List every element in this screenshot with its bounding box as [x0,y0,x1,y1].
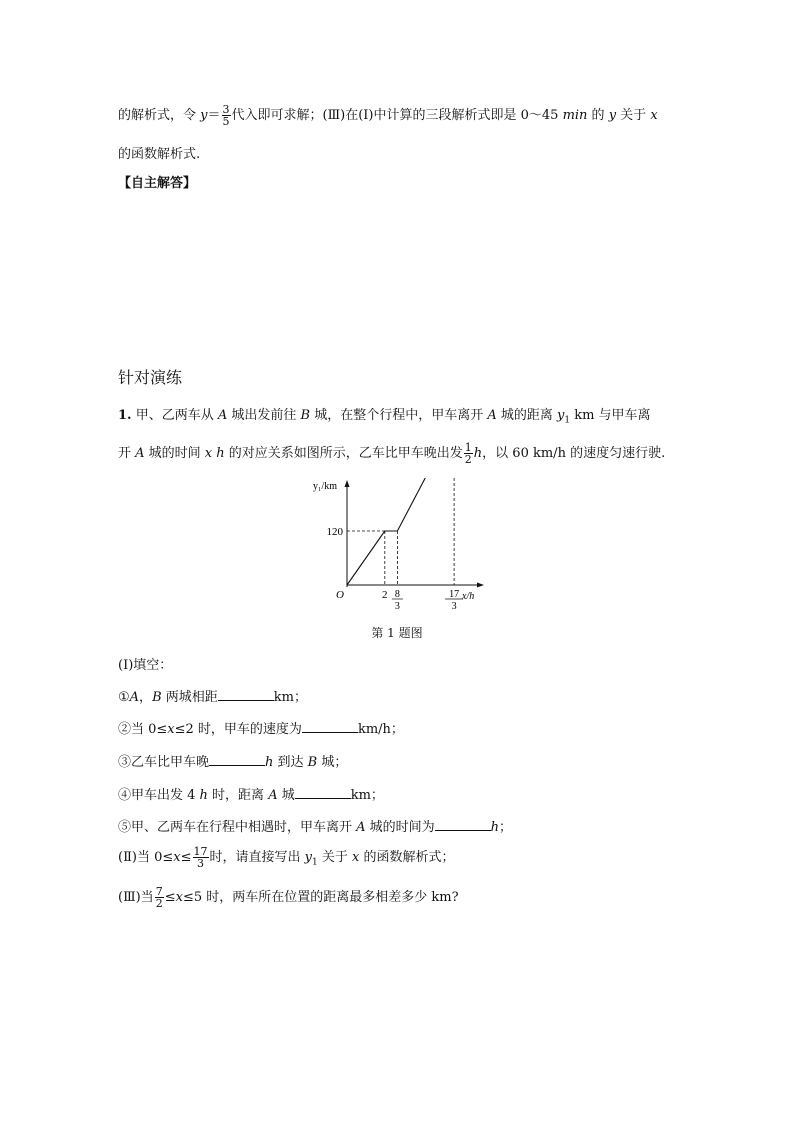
q1-item-1: ①A，B 两城相距 km； [118,690,307,705]
fraction-1-2: $\frac{1}{2}$ [464,441,472,466]
y-axis-arrow [345,480,350,487]
x-axis-arrow [477,583,484,588]
q3-line: (Ⅲ)当 $\frac{7}{2}$ ≤x≤5 时，两车所在位置的距离最多相差多少 km? [118,885,459,910]
answer-blank[interactable] [218,688,274,701]
q2-line: (Ⅱ)当 0≤x≤ $\frac{17}{3}$ 时，请直接写出 $y_1$ 关于 x 的函数解析式； [118,845,455,870]
origin-label: O [336,589,344,601]
answer-blank[interactable] [302,720,358,733]
x-tick-numerator: 8 [394,589,400,600]
intro-line-2: 的函数解析式. [118,147,201,162]
problem-line-2: 开 A 城的时间 x h 的对应关系如图所示，乙车比甲车晚出发 $\frac{1}{2}$ h，以 60 km/h 的速度匀速行驶. [118,441,666,466]
fraction-17-3: $\frac{17}{3}$ [193,845,208,870]
x-tick-denominator: 3 [394,601,400,612]
y-tick-label: 120 [326,526,343,538]
answer-blank[interactable] [435,818,491,831]
q1-title: (Ⅰ)填空： [118,658,173,673]
q1-item-4: ④甲车出发 4 h 时，距离 A 城 km； [118,788,384,803]
x-axis-label: x/h [462,591,475,602]
self-answer-heading: 【自主解答】 [118,176,197,191]
answer-blank[interactable] [295,786,351,799]
x-tick-numerator: 17 [449,589,460,600]
figure-caption: 第 1 题图 [371,626,423,640]
x-tick-denominator: 3 [451,601,457,612]
section-title: 针对演练 [118,368,183,387]
distance-time-chart [310,478,490,613]
x-tick-label: 2 [382,589,388,601]
fraction-7-2: $\frac{7}{2}$ [155,885,163,910]
fraction-3-5: $\frac{3}{5}$ [222,103,230,128]
q1-item-3: ③乙车比甲车晚 h 到达 B 城； [118,755,348,770]
y-axis-label: y₁/km [313,481,338,492]
q1-item-5: ⑤甲、乙两车在行程中相遇时，甲车离开 A 城的时间为 h； [118,820,513,835]
problem-line-1: 1. 甲、乙两车从 A 城出发前往 B 城，在整个行程中，甲车离开 A 城的距离 $y_1$ km 与甲车离 [118,408,651,426]
q1-item-2: ②当 0≤x≤2 时，甲车的速度为 km/h； [118,722,404,737]
series-line [347,478,454,585]
intro-line-1: 的解析式，令 y＝ $\frac{3}{5}$ 代入即可求解；(Ⅲ)在(Ⅰ)中计算的三段解析式即是 0～45 min 的 y 关于 x [118,103,658,128]
answer-blank[interactable] [209,753,265,766]
